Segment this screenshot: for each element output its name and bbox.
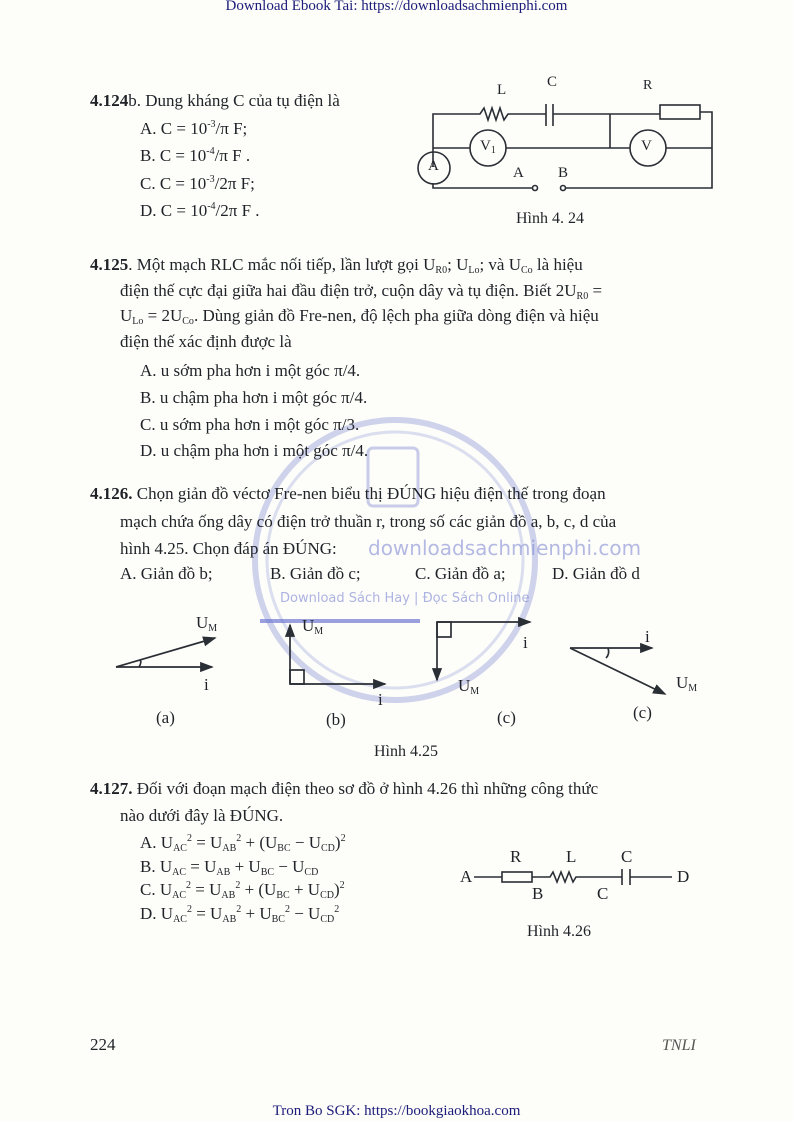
q126-opt-a: A. Giản đồ b; [120, 564, 213, 583]
text-segment: = 2U [143, 306, 183, 325]
node-C: C [597, 884, 609, 903]
text-segment: -3 [207, 119, 216, 130]
answer-option [140, 142, 260, 169]
text-segment: 2 [339, 880, 345, 891]
figure-caption: Hình 4. 24 [516, 210, 584, 227]
text-segment: BC [276, 890, 290, 901]
text-segment: AB [221, 890, 236, 901]
panel-label: (c) [633, 703, 652, 722]
i-label-a: i [204, 675, 209, 694]
um-label-b: $U_M$ [302, 616, 324, 637]
text-segment: C. U [140, 880, 173, 899]
text-segment: D. C = 10 [140, 200, 208, 220]
text-segment: CD [320, 913, 335, 925]
terminal-A: A [513, 165, 524, 181]
text-segment: AC [173, 843, 187, 854]
text-segment: BC [277, 843, 291, 854]
um-label-c: $U_M$ [458, 676, 480, 697]
text-segment: R0 [576, 290, 589, 302]
answer-option [140, 878, 346, 902]
text-segment: = U [186, 856, 217, 876]
text-segment: Lo [468, 265, 480, 276]
i-label-b: i [378, 690, 383, 709]
text-segment: = [588, 280, 603, 300]
text-segment: − U [274, 856, 305, 876]
text-segment: BC [271, 913, 285, 925]
answer-option [140, 831, 346, 855]
text-segment: = U [191, 903, 223, 923]
text-segment: 2 [284, 903, 290, 915]
text-segment: -3 [206, 173, 215, 185]
text-segment: 2 [235, 880, 241, 891]
terminal-B: B [558, 165, 569, 181]
answer-option: A. u sớm pha hơn i một góc π/4. [140, 361, 361, 380]
voltmeter-v2: V [641, 138, 652, 154]
answer-option [140, 197, 260, 224]
text-segment: Co [521, 265, 533, 276]
panel-label: (c) [497, 708, 516, 727]
um-label-a: $U_M$ [196, 613, 218, 634]
text-segment: A. C = 10 [140, 119, 208, 138]
text-segment: 2 [236, 903, 242, 915]
text-segment: + U [230, 856, 261, 876]
label-R: R [643, 78, 653, 93]
text-segment: + (U [241, 833, 278, 852]
text-segment: điện thế xác định được là [120, 331, 292, 351]
text-segment: = U [191, 833, 223, 852]
text-segment: C. C = 10 [140, 173, 207, 193]
answer-option [140, 115, 260, 142]
text-segment: /2π F . [215, 200, 260, 220]
question-stem: b. Dung kháng C của tụ điện là [128, 91, 340, 110]
text-segment: -4 [206, 146, 215, 158]
text-segment: D. U [140, 903, 174, 923]
text-segment: CD [321, 843, 335, 854]
question-4-126: 4.126. Chọn giản đồ véctơ Fre-nen biểu thị ĐÚNG hiệu điện thế trong đoạn mạch chứa ống dây có điện trở thuần r, trong số các giản đồ a, b, c, d của hình 4.25. Chọn đáp án ĐÚNG: [90, 484, 617, 558]
text-segment: U [120, 306, 133, 325]
text-segment: + (U [240, 880, 277, 899]
text-segment: ; U [447, 255, 469, 274]
page-number: 224 [90, 1035, 116, 1054]
text-segment: /2π F; [214, 173, 255, 193]
text-segment: 2 [186, 903, 192, 915]
question-4-125 [90, 252, 602, 354]
text-segment: AC [173, 913, 187, 925]
text-segment: Lo [132, 316, 144, 327]
label-C: C [547, 74, 558, 90]
text-segment: 2 [186, 880, 192, 891]
panel-label: (b) [326, 710, 346, 729]
text-segment: R0 [435, 265, 448, 276]
text-segment: − U [290, 833, 321, 852]
figure-caption: Hình 4.25 [374, 743, 438, 760]
q126-opt-b: B. Giản đồ c; [270, 564, 361, 583]
text-segment: − U [289, 903, 321, 923]
label-L: L [497, 82, 507, 98]
text-segment: 2 [186, 833, 192, 844]
text-segment: Co [182, 316, 194, 327]
question-4-124 [90, 88, 340, 113]
watermark-site: downloadsachmienphi.com [368, 536, 642, 560]
text-segment: ) [334, 833, 341, 852]
ammeter: A [428, 158, 439, 174]
question-number: 4.124 [90, 91, 129, 110]
text-segment: = U [191, 880, 222, 899]
running-footer: TNLI [662, 1037, 696, 1054]
text-segment: 2 [340, 833, 346, 844]
um-label-d: $U_M$ [676, 673, 698, 694]
text-segment: + U [289, 880, 321, 899]
text-segment: điện thế cực đại giữa hai đầu điện trở, cuộn dây và tụ điện. Biết 2U [120, 280, 577, 300]
q126-opt-c: C. Giản đồ a; [415, 564, 506, 583]
text-segment: /π F . [214, 146, 251, 166]
text-segment: . Một mạch RLC mắc nối tiếp, lần lượt gọi U [128, 255, 436, 274]
node-D: D [677, 867, 690, 886]
answer-option [140, 855, 346, 879]
text-segment: ; và U [479, 255, 521, 274]
panel-label: (a) [156, 708, 175, 727]
label-R: R [510, 847, 522, 866]
node-A: A [460, 867, 473, 886]
text-segment: AB [222, 843, 237, 854]
label-C: C [621, 847, 633, 866]
answer-option: C. u sớm pha hơn i một góc π/3. [140, 414, 360, 434]
question-number: 4.125 [90, 255, 129, 274]
footer-link[interactable]: Tron Bo SGK: https://bookgiaokhoa.com [272, 1103, 521, 1119]
header-link[interactable]: Download Ebook Tai: https://downloadsachmienphi.com [225, 0, 568, 14]
voltmeter-v1: $V_1$ [480, 138, 496, 156]
text-segment: BC [260, 866, 275, 878]
watermark-tagline: Download Sách Hay | Đọc Sách Online [280, 591, 530, 606]
text-segment: AC [172, 866, 187, 878]
text-segment: . Dùng giản đồ Fre-nen, độ lệch pha giữa dòng điện và hiệu [193, 306, 599, 325]
q124-options [140, 115, 260, 224]
q125-options [140, 358, 368, 465]
text-segment: A. U [140, 833, 174, 852]
text-segment: là hiệu [532, 255, 583, 274]
node-B: B [532, 884, 544, 903]
label-L: L [566, 847, 577, 866]
q126-opt-d: D. Giản đồ d [552, 564, 640, 583]
q127-options [140, 831, 346, 925]
text-segment: AB [216, 866, 231, 878]
answer-option [140, 170, 260, 197]
text-segment: B. C = 10 [140, 146, 207, 166]
text-segment: B. U [140, 856, 173, 876]
text-segment: -4 [207, 200, 216, 212]
text-segment: 2 [334, 903, 340, 915]
question-number: 4.127. [90, 779, 133, 798]
text-segment: CD [304, 866, 319, 878]
question-number: 4.126. [90, 484, 133, 503]
text-segment: + U [241, 903, 272, 923]
answer-option: B. u chậm pha hơn i một góc π/4. [140, 387, 368, 407]
text-segment: ) [333, 880, 340, 899]
text-segment: 2 [236, 833, 242, 844]
text-segment: /π F; [215, 119, 248, 138]
text-segment: AC [172, 890, 187, 901]
figure-caption: Hình 4.26 [527, 923, 591, 940]
answer-option: D. u chậm pha hơn i một góc π/4. [140, 441, 369, 461]
i-label-d: i [645, 627, 650, 646]
text-segment: AB [222, 913, 237, 925]
question-4-127: 4.127. Đối với đoạn mạch điện theo sơ đồ ở hình 4.26 thì những công thức nào dưới đây là ĐÚNG. [90, 779, 599, 825]
i-label-c: i [523, 633, 528, 652]
answer-option [140, 902, 346, 926]
text-segment: CD [320, 890, 334, 901]
